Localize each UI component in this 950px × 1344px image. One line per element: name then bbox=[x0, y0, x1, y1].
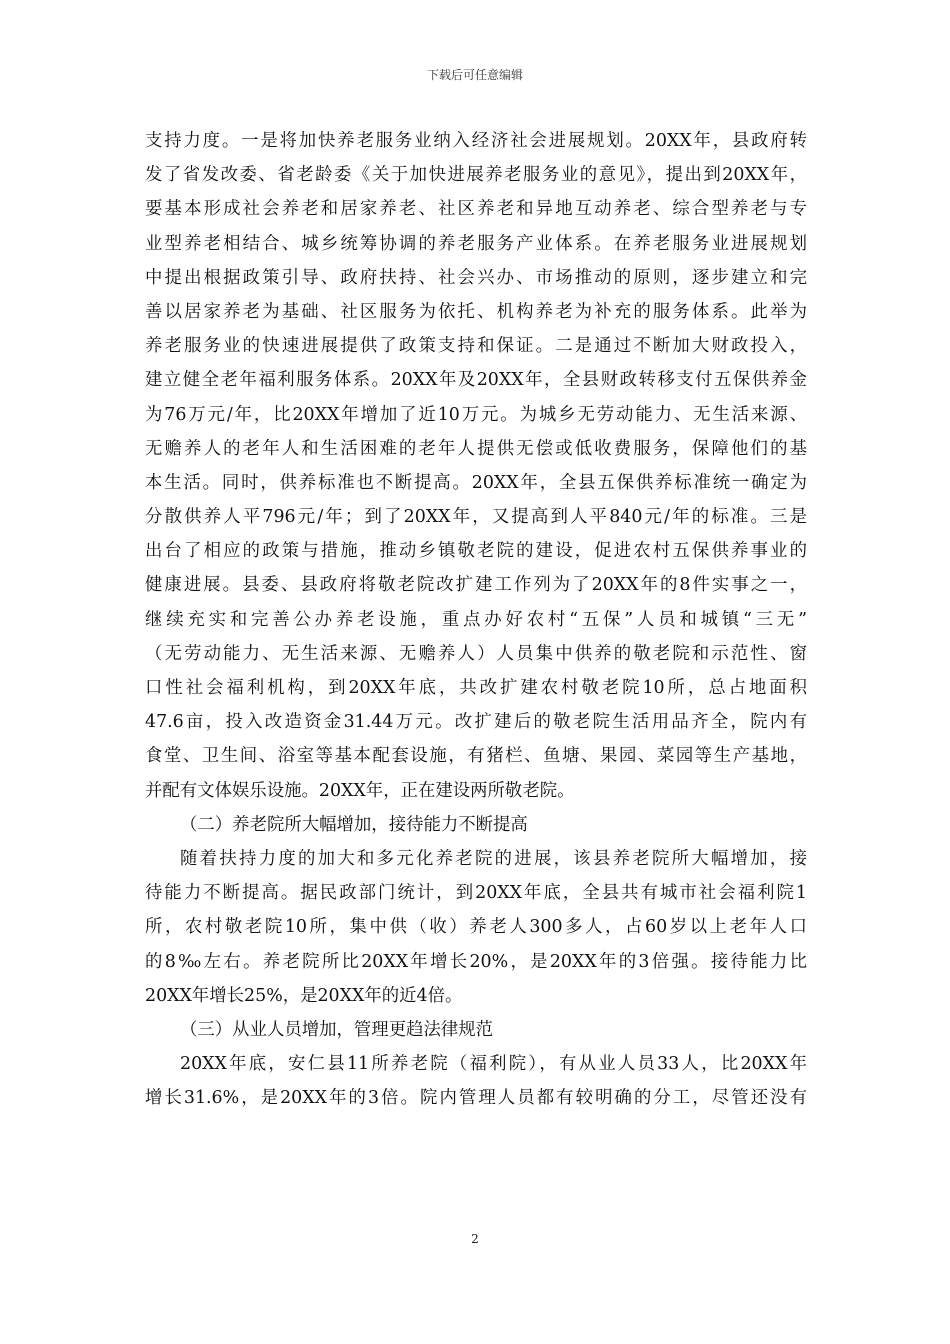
document-body bbox=[145, 124, 807, 1115]
page-number: 2 bbox=[471, 1232, 479, 1246]
text-line: 无赡养人的老年人和生活困难的老年人提供无偿或低收费服务，保障他们的基 bbox=[145, 438, 807, 459]
section-heading: （三）从业人员增加，管理更趋法律规范 bbox=[180, 1019, 494, 1040]
text-line: 为76万元/年，比20XX年增加了近10万元。为城乡无劳动能力、无生活来源、 bbox=[145, 404, 807, 425]
text-line: 47.6亩，投入改造资金31.44万元。改扩建后的敬老院生活用品齐全，院内有 bbox=[145, 712, 807, 733]
text-line: 的8‰左右。养老院所比20XX年增长20%，是20XX年的3倍强。接待能力比 bbox=[145, 951, 807, 972]
text-line: 中提出根据政策引导、政府扶持、社会兴办、市场推动的原则，逐步建立和完 bbox=[145, 267, 807, 288]
text-line: 善以居家养老为基础、社区服务为依托、机构养老为补充的服务体系。此举为 bbox=[145, 301, 807, 322]
page-header: 下载后可任意编辑 bbox=[426, 68, 523, 82]
text-line: 随着扶持力度的加大和多元化养老院的进展，该县养老院所大幅增加，接 bbox=[180, 848, 807, 869]
text-line: 出台了相应的政策与措施，推动乡镇敬老院的建设，促进农村五保供养事业的 bbox=[145, 541, 807, 562]
text-line: 20XX年底，安仁县11所养老院（福利院），有从业人员33人，比20XX年 bbox=[180, 1054, 807, 1075]
text-line: 发了省发改委、省老龄委《关于加快进展养老服务业的意见》，提出到20XX年， bbox=[145, 165, 807, 186]
text-line: 所，农村敬老院10所，集中供（收）养老人300多人，占60岁以上老年人口 bbox=[145, 917, 807, 938]
text-line: 分散供养人平796元/年；到了20XX年，又提高到人平840元/年的标准。三是 bbox=[145, 507, 807, 528]
text-line: 20XX年增长25%，是20XX年的近4倍。 bbox=[145, 985, 463, 1006]
text-line: 食堂、卫生间、浴室等基本配套设施，有猪栏、鱼塘、果园、菜园等生产基地， bbox=[145, 746, 807, 767]
text-line: 要基本形成社会养老和居家养老、社区养老和异地互动养老、综合型养老与专 bbox=[145, 199, 807, 220]
text-line: 支持力度。一是将加快养老服务业纳入经济社会进展规划。20XX年，县政府转 bbox=[145, 131, 807, 151]
text-line: 继续充实和完善公办养老设施，重点办好农村“五保”人员和城镇“三无” bbox=[145, 609, 807, 630]
text-line: 健康进展。县委、县政府将敬老院改扩建工作列为了20XX年的8件实事之一， bbox=[145, 575, 807, 596]
text-line: 建立健全老年福利服务体系。20XX年及20XX年，全县财政转移支付五保供养金 bbox=[145, 370, 807, 391]
section-heading: （二）养老院所大幅增加，接待能力不断提高 bbox=[180, 814, 528, 835]
text-line: 本生活。同时，供养标准也不断提高。20XX年，全县五保供养标准统一确定为 bbox=[145, 472, 807, 493]
text-line: 养老服务业的快速进展提供了政策支持和保证。二是通过不断加大财政投入， bbox=[145, 336, 807, 357]
text-line: 口性社会福利机构，到20XX年底，共改扩建农村敬老院10所，总占地面积 bbox=[145, 678, 807, 698]
text-line: 业型养老相结合、城乡统筹协调的养老服务产业体系。在养老服务业进展规划 bbox=[145, 233, 807, 254]
text-line: 待能力不断提高。据民政部门统计，到20XX年底，全县共有城市社会福利院1 bbox=[145, 883, 807, 904]
text-line: 增长31.6%，是20XX年的3倍。院内管理人员都有较明确的分工，尽管还没有 bbox=[145, 1088, 807, 1109]
text-line: （无劳动能力、无生活来源、无赡养人）人员集中供养的敬老院和示范性、窗 bbox=[145, 643, 807, 664]
text-line: 并配有文体娱乐设施。20XX年，正在建设两所敬老院。 bbox=[145, 780, 575, 801]
